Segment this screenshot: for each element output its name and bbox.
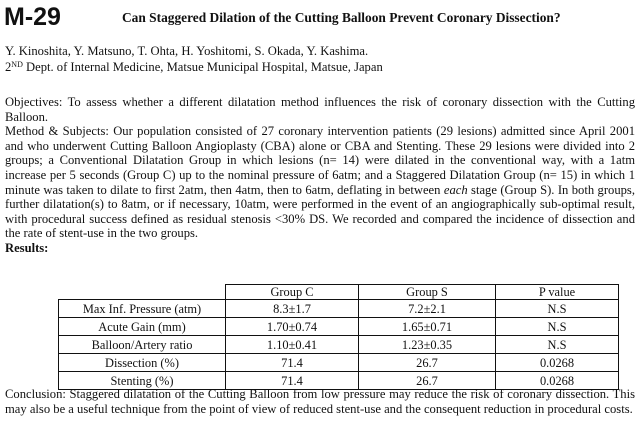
table-row	[59, 300, 619, 318]
column-header-p-value: P value	[496, 285, 619, 300]
methods-label: Method & Subjects:	[5, 124, 109, 139]
objectives-paragraph	[5, 95, 635, 124]
table-row	[59, 336, 619, 354]
affiliation	[5, 59, 635, 75]
row-label: Max Inf. Pressure (atm)	[59, 300, 226, 318]
group-s-value: 26.7	[359, 372, 496, 390]
group-s-value: 1.65±0.71	[359, 318, 496, 336]
p-value: N.S	[496, 336, 619, 354]
affiliation-text: Dept. of Internal Medicine, Matsue Municipal Hospital, Matsue, Japan	[22, 60, 383, 74]
p-value: N.S	[496, 318, 619, 336]
abstract-body	[5, 95, 635, 256]
objectives-text: To assess whether a different dilatation method influences the risk of coronary dissection with the Cutting Balloon.	[5, 95, 635, 124]
row-label: Stenting (%)	[59, 372, 226, 390]
methods-text-1: Our population consisted of 27 coronary intervention patients (29 lesions) admitted since April 2001 and who underwent Cutting Balloon Angioplasty (CBA) alone or CBA and Stenting. These 29 lesions were divided into 2 groups; a Conventional Dilatation Group in which lesions (n= 14) were dilated in the conventional way, with a 1atm increase per 5 seconds (Group C) up to the nominal pressure of 6atm; and a Staggered Dilatation Group (n= 15) in which 1 minute was taken to dilate to first 2atm, then 4atm, then to 6atm, deflating in between	[5, 124, 635, 197]
p-value: 0.0268	[496, 372, 619, 390]
table-header-row	[59, 285, 619, 300]
affiliation-ordinal-suffix: ND	[11, 60, 23, 69]
table-row	[59, 318, 619, 336]
column-header-group-s: Group S	[359, 285, 496, 300]
row-label: Balloon/Artery ratio	[59, 336, 226, 354]
abstract-number: M-29	[4, 3, 61, 31]
objectives-label: Objectives:	[5, 95, 63, 109]
group-c-value: 71.4	[226, 354, 359, 372]
group-c-value: 8.3±1.7	[226, 300, 359, 318]
results-table-wrapper	[58, 284, 619, 390]
group-c-value: 1.70±0.74	[226, 318, 359, 336]
methods-text-2: stage (Group S). In both groups, further dilatation(s) to 8atm, or if necessary, 10atm, were performed in the event of an angiographically sub-optimal result, with procedural success defined as residual stenosis <30% DS. We recorded and compared the incidence of dissection and the rate of stent-use in the two groups.	[5, 182, 635, 241]
table-header-blank	[59, 285, 226, 300]
author-list: Y. Kinoshita, Y. Matsuno, T. Ohta, H. Yoshitomi, S. Okada, Y. Kashima.	[5, 44, 369, 58]
conclusion-block	[5, 387, 635, 418]
methods-emphasis: each	[443, 182, 468, 197]
results-label: Results:	[5, 240, 49, 255]
methods-paragraph	[5, 124, 635, 241]
group-s-value: 7.2±2.1	[359, 300, 496, 318]
group-s-value: 26.7	[359, 354, 496, 372]
p-value: 0.0268	[496, 354, 619, 372]
table-row	[59, 354, 619, 372]
conclusion-paragraph	[5, 387, 635, 418]
row-label: Acute Gain (mm)	[59, 318, 226, 336]
group-c-value: 71.4	[226, 372, 359, 390]
affiliation-ordinal: 2	[5, 60, 12, 74]
group-c-value: 1.10±0.41	[226, 336, 359, 354]
p-value: N.S	[496, 300, 619, 318]
results-table	[58, 284, 619, 390]
row-label: Dissection (%)	[59, 354, 226, 372]
abstract-title: Can Staggered Dilation of the Cutting Balloon Prevent Coronary Dissection?	[122, 10, 561, 25]
group-s-value: 1.23±0.35	[359, 336, 496, 354]
conclusion-text: Staggered dilatation of the Cutting Balloon from low pressure may reduce the risk of coronary dissection. This may also be a useful technique from the point of view of reduced stent-use and the consequent reduction in procedural costs.	[5, 387, 635, 417]
conclusion-label: Conclusion:	[5, 387, 66, 401]
column-header-group-c: Group C	[226, 285, 359, 300]
